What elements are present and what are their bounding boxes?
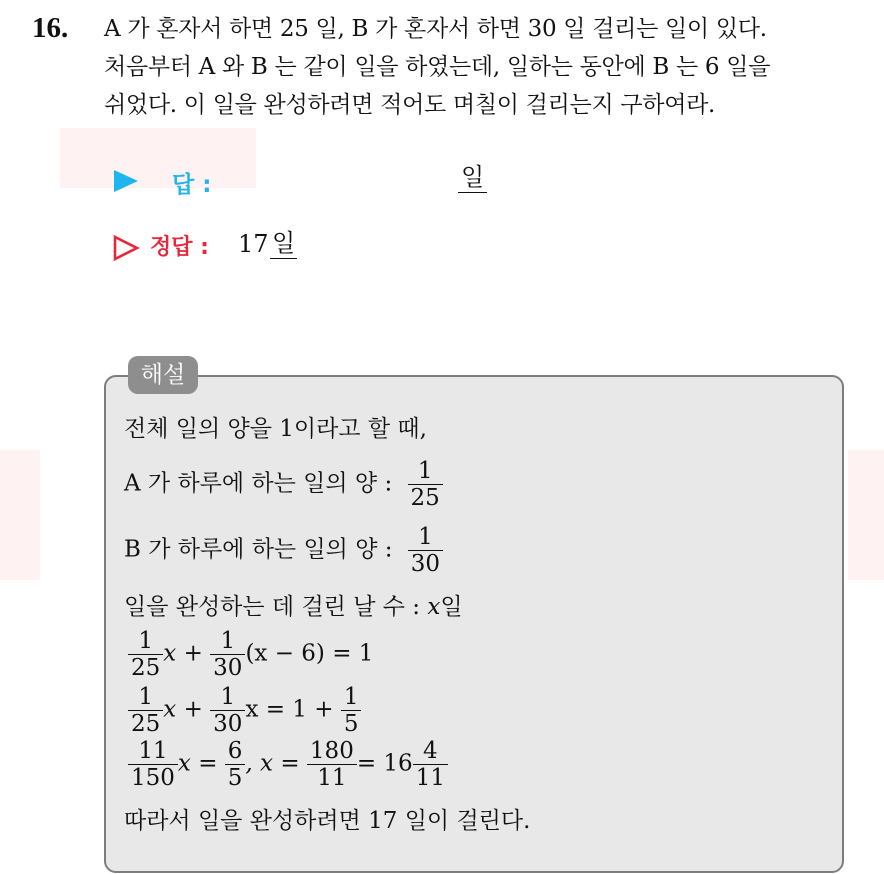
explanation-box <box>104 375 844 873</box>
explanation-text: 일 <box>440 594 463 620</box>
solution-label: 정답 : <box>150 235 209 260</box>
question-line: 쉬었다. 이 일을 완성하려면 적어도 며칠이 걸리는지 구하여라. <box>104 92 716 118</box>
fraction-denominator: 11 <box>307 764 357 791</box>
equation-text: x + <box>163 696 203 723</box>
explanation-text: 일을 완성하는 데 걸린 날 수 : <box>124 594 421 620</box>
fraction <box>128 738 178 791</box>
fraction <box>210 628 245 681</box>
explanation-line: 전체 일의 양을 1이라고 할 때, <box>124 416 427 442</box>
fraction-numerator: 6 <box>227 738 243 764</box>
explanation-line-days <box>124 592 463 622</box>
fraction-denominator: 5 <box>341 710 362 737</box>
variable-x: x <box>427 594 441 620</box>
equation-text: x = 1 + <box>245 696 334 723</box>
fraction-numerator: 1 <box>220 684 236 710</box>
explanation-text: B 가 하루에 하는 일의 양 : <box>124 536 393 563</box>
fraction-numerator: 1 <box>418 524 433 550</box>
fraction-numerator: 1 <box>138 628 153 654</box>
fraction <box>210 684 245 737</box>
solution-row <box>110 228 610 268</box>
background-tint <box>0 450 40 580</box>
fraction-numerator: 11 <box>138 738 168 764</box>
question-text <box>104 10 874 124</box>
equation-1 <box>128 628 373 681</box>
equation-text: (x − 6) = 1 <box>245 640 374 667</box>
fraction-denominator: 150 <box>128 764 178 791</box>
solution-unit: 일 <box>272 229 296 257</box>
explanation-conclusion: 따라서 일을 완성하려면 17 일이 걸린다. <box>124 808 531 834</box>
equation-text: x = <box>177 750 218 777</box>
outline-play-icon <box>112 234 140 262</box>
explanation-line-b <box>124 524 443 577</box>
question-line: A 가 혼자서 하면 25 일, B 가 혼자서 하면 30 일 걸리는 일이 있다. <box>104 16 767 42</box>
equation-2 <box>128 684 361 737</box>
fraction-numerator: 4 <box>423 738 438 764</box>
explanation-line-a <box>124 458 443 511</box>
fraction-denominator: 25 <box>408 484 443 511</box>
explanation-text: A 가 하루에 하는 일의 양 : <box>124 470 393 497</box>
answer-label: 답 : <box>172 172 212 198</box>
fraction <box>341 684 362 737</box>
fraction-numerator: 1 <box>343 684 359 710</box>
fraction <box>128 628 163 681</box>
fraction-numerator: 1 <box>220 628 236 654</box>
fraction <box>307 738 357 791</box>
fraction <box>225 738 246 791</box>
play-icon <box>114 170 138 192</box>
explanation-tag: 해설 <box>128 356 198 394</box>
fraction <box>408 524 443 577</box>
question-number: 16. <box>32 12 69 44</box>
fraction-denominator: 30 <box>408 550 443 577</box>
question-line: 처음부터 A 와 B 는 같이 일을 하였는데, 일하는 동안에 B 는 6 일을 <box>104 54 771 80</box>
fraction-denominator: 30 <box>210 710 245 737</box>
fraction <box>408 458 443 511</box>
fraction-denominator: 11 <box>413 764 448 791</box>
fraction-denominator: 5 <box>225 764 246 791</box>
fraction-numerator: 1 <box>417 458 433 484</box>
equation-text: x + <box>163 640 203 667</box>
equation-text: , x = <box>245 750 300 777</box>
equation-3 <box>128 738 448 791</box>
fraction <box>413 738 448 791</box>
fraction-numerator: 180 <box>309 738 354 764</box>
answer-unit: 일 <box>458 162 487 193</box>
fraction <box>128 684 163 737</box>
background-tint <box>848 450 884 580</box>
fraction-denominator: 25 <box>128 654 163 681</box>
fraction-denominator: 25 <box>128 710 163 737</box>
solution-value: 17 <box>238 230 269 258</box>
fraction-denominator: 30 <box>210 654 245 681</box>
answer-row <box>110 162 610 202</box>
equation-text: = 16 <box>356 750 413 777</box>
fraction-numerator: 1 <box>138 684 153 710</box>
